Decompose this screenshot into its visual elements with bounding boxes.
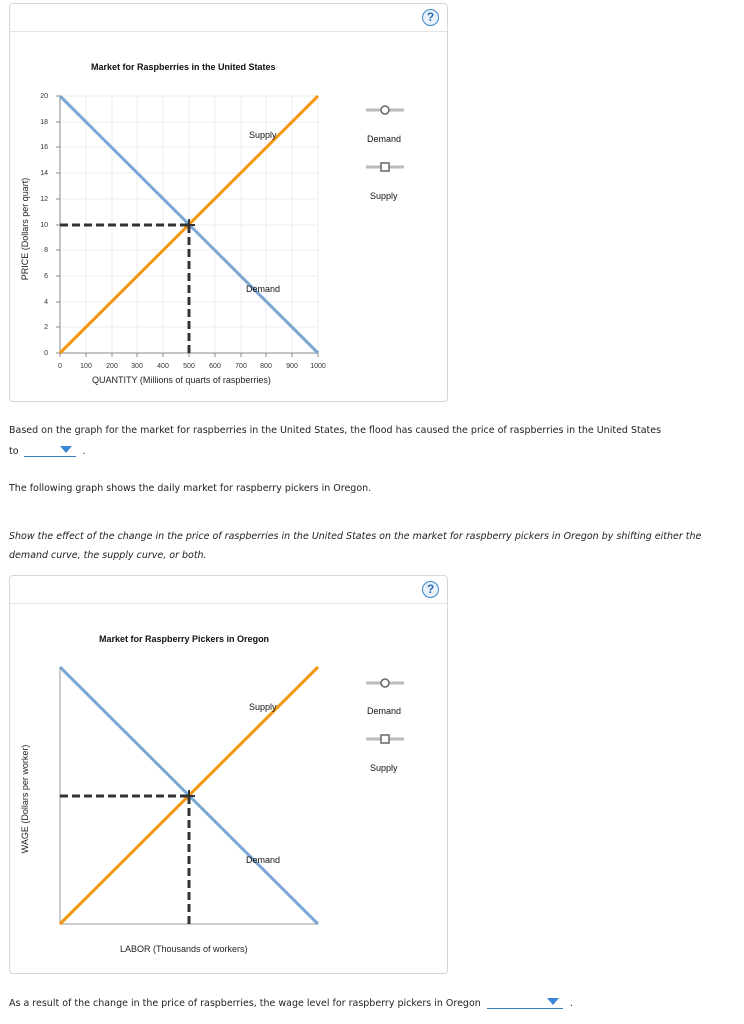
raspberry-market-panel [9,3,448,402]
supply-curve-label: Supply [249,130,277,140]
instruction-line2: demand curve, the supply curve, or both. [9,550,207,561]
svg-text:100: 100 [80,363,92,370]
question2-line [9,996,573,1009]
chart-title: Market for Raspberry Pickers in Oregon [99,634,270,644]
x-axis-label: LABOR (Thousands of workers) [120,944,248,954]
svg-text:600: 600 [209,363,221,370]
svg-text:900: 900 [286,363,298,370]
svg-text:14: 14 [40,170,48,177]
demand-curve-label: Demand [246,284,281,294]
wage-change-dropdown[interactable] [487,996,563,1009]
question2-text: As a result of the change in the price of raspberries, the wage level for raspberry pickers in Oregon [9,998,481,1009]
svg-text:20: 20 [40,93,48,100]
svg-text:0: 0 [58,363,62,370]
svg-text:200: 200 [106,363,118,370]
demand-legend-tool[interactable] [365,104,405,116]
svg-text:12: 12 [40,196,48,203]
svg-text:500: 500 [183,363,195,370]
price-change-dropdown[interactable] [24,444,76,457]
pickers-market-panel [9,575,448,974]
question1-line2 [9,444,86,457]
instruction-line1: Show the effect of the change in the price of raspberries in the United States on the market for raspberry pickers in Oregon by shifting either the [9,531,702,542]
svg-text:0: 0 [44,350,48,357]
help-icon[interactable]: ? [422,581,439,598]
question1-text: Based on the graph for the market for raspberries in the United States, the flood has caused the price of raspberries in the United States [9,425,662,436]
help-icon[interactable]: ? [422,9,439,26]
pickers-chart [10,576,447,973]
svg-text:1000: 1000 [310,363,326,370]
svg-text:700: 700 [235,363,247,370]
y-axis-label: WAGE (Dollars per worker) [20,744,30,854]
svg-text:800: 800 [260,363,272,370]
svg-text:8: 8 [44,247,48,254]
svg-text:10: 10 [40,222,48,229]
svg-text:6: 6 [44,273,48,280]
raspberry-chart [10,4,447,401]
x-tick-labels [58,363,326,370]
chevron-down-icon [60,446,72,453]
chart-title: Market for Raspberries in the United States [91,62,276,72]
svg-text:300: 300 [131,363,143,370]
svg-text:16: 16 [40,144,48,151]
svg-text:2: 2 [44,324,48,331]
question1-suffix: . [82,446,86,457]
demand-legend-tool[interactable] [365,677,405,689]
demand-curve-label: Demand [246,855,281,865]
y-tick-labels [40,93,48,357]
supply-legend-tool[interactable] [365,733,405,745]
svg-text:18: 18 [40,119,48,126]
supply-curve-label: Supply [249,702,277,712]
question1-prefix: to [9,446,19,457]
supply-legend-tool[interactable] [365,161,405,173]
supply-legend-label: Supply [370,763,398,773]
intro-text: The following graph shows the daily market for raspberry pickers in Oregon. [9,483,372,494]
chevron-down-icon [547,998,559,1005]
svg-text:400: 400 [157,363,169,370]
svg-text:4: 4 [44,299,48,306]
question2-suffix: . [569,998,573,1009]
x-axis-label: QUANTITY (Millions of quarts of raspberries) [92,375,271,385]
demand-legend-label: Demand [367,706,402,716]
supply-legend-label: Supply [370,191,398,201]
demand-legend-label: Demand [367,134,402,144]
y-axis-label: PRICE (Dollars per quart) [20,177,30,281]
